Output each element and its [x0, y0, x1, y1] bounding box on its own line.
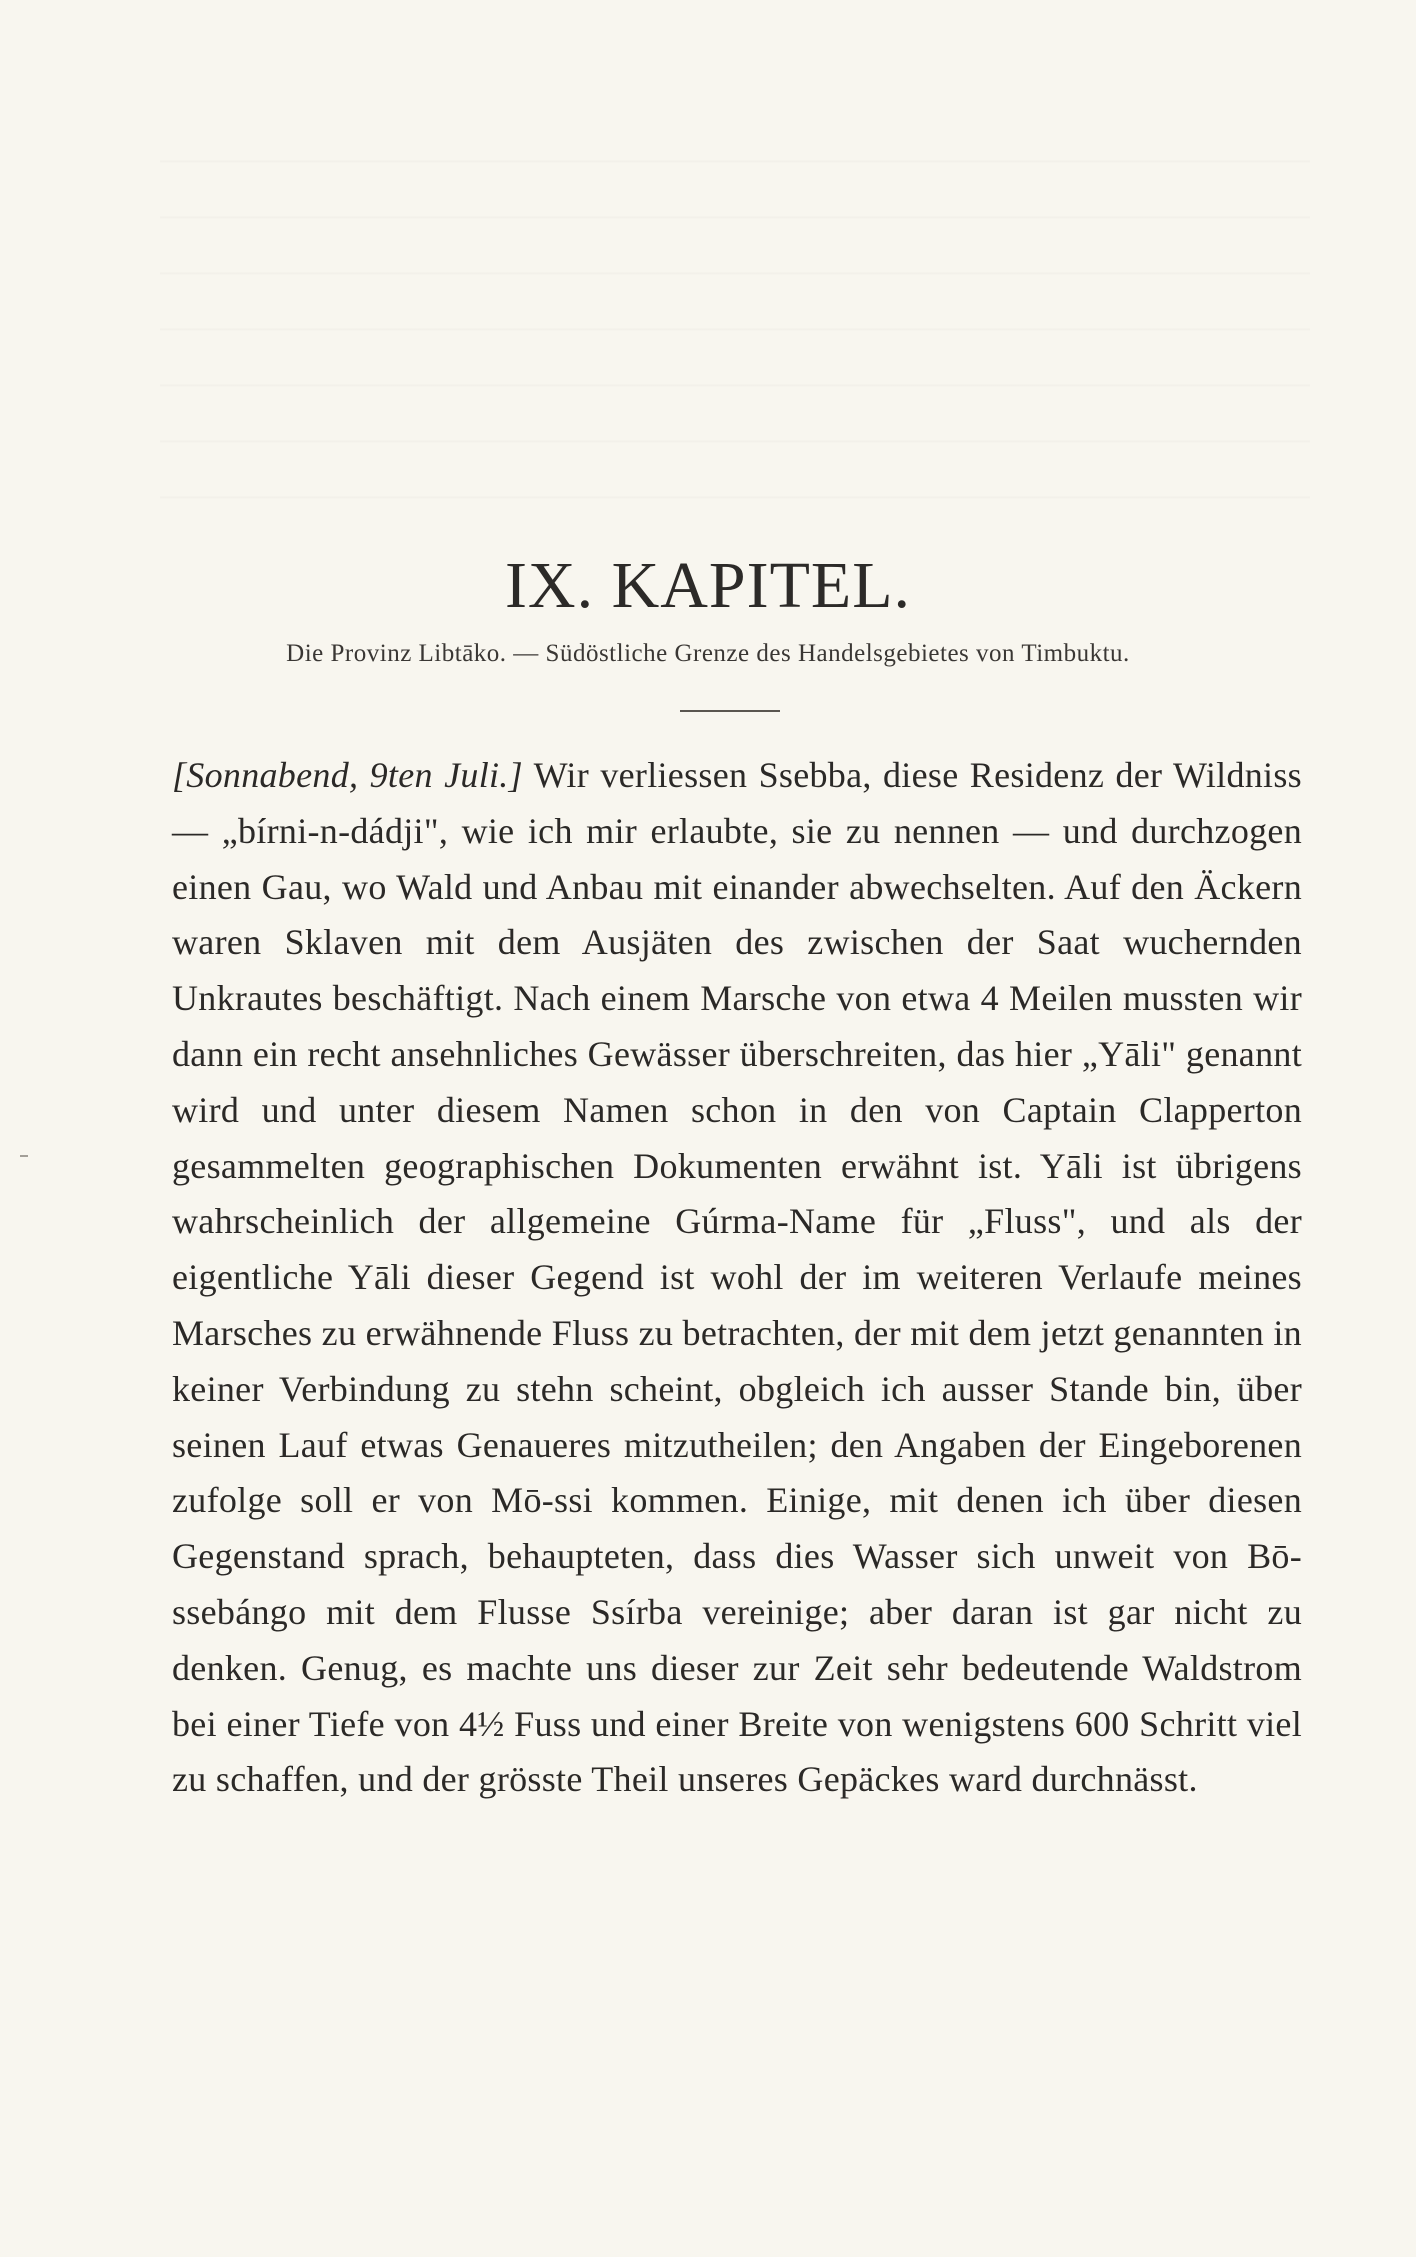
chapter-title: IX. KAPITEL.: [504, 549, 912, 622]
body-paragraph: [172, 748, 1302, 1808]
chapter-summary: Die Provinz Libtāko. — Südöstliche Grenze des Handelsgebietes von Timbuktu.: [286, 640, 1130, 667]
paragraph-text: Wir verliessen Ssebba, diese Residenz der Wildniss — „bírni-n-dádji", wie ich mir erlaubte, sie zu nennen — und durchzogen einen Gau, wo Wald und Anbau mit einander abwechselten. Auf den Äckern waren Sklaven mit dem Ausjäten des zwischen der Saat wuchernden Unkrautes beschäftigt. Nach einem Marsche von etwa 4 Meilen mussten wir dann ein recht ansehnliches Gewässer überschreiten, das hier „Yāli" genannt wird und unter diesem Namen schon in den von Captain Clapperton gesammelten geographischen Dokumenten erwähnt ist. Yāli ist übrigens wahrscheinlich der allgemeine Gúrma-Name für „Fluss", und als der eigentliche Yāli dieser Gegend ist wohl der im weiteren Verlaufe meines Marsches zu erwähnende Fluss zu betrachten, der mit dem jetzt genannten in keiner Verbindung zu stehn scheint, obgleich ich ausser Stande bin, über seinen Lauf etwas Genaueres mitzutheilen; den Angaben der Eingeborenen zufolge soll er von Mō-ssi kommen. Einige, mit denen ich über diesen Gegenstand sprach, behaupteten, dass dies Wasser sich unweit von Bō-ssebángo mit dem Flusse Ssírba vereinige; aber daran ist gar nicht zu denken. Genug, es machte uns dieser zur Zeit sehr bedeutende Waldstrom bei einer Tiefe von 4½ Fuss und einer Breite von wenigstens 600 Schritt viel zu schaffen, und der grösste Theil unseres Gepäckes ward durchnässt.: [172, 755, 1302, 1800]
date-note: [Sonnabend, 9ten Juli.]: [172, 755, 523, 795]
show-through-text: [160, 120, 1310, 540]
margin-mark: [20, 1155, 28, 1157]
section-divider: [680, 710, 780, 712]
